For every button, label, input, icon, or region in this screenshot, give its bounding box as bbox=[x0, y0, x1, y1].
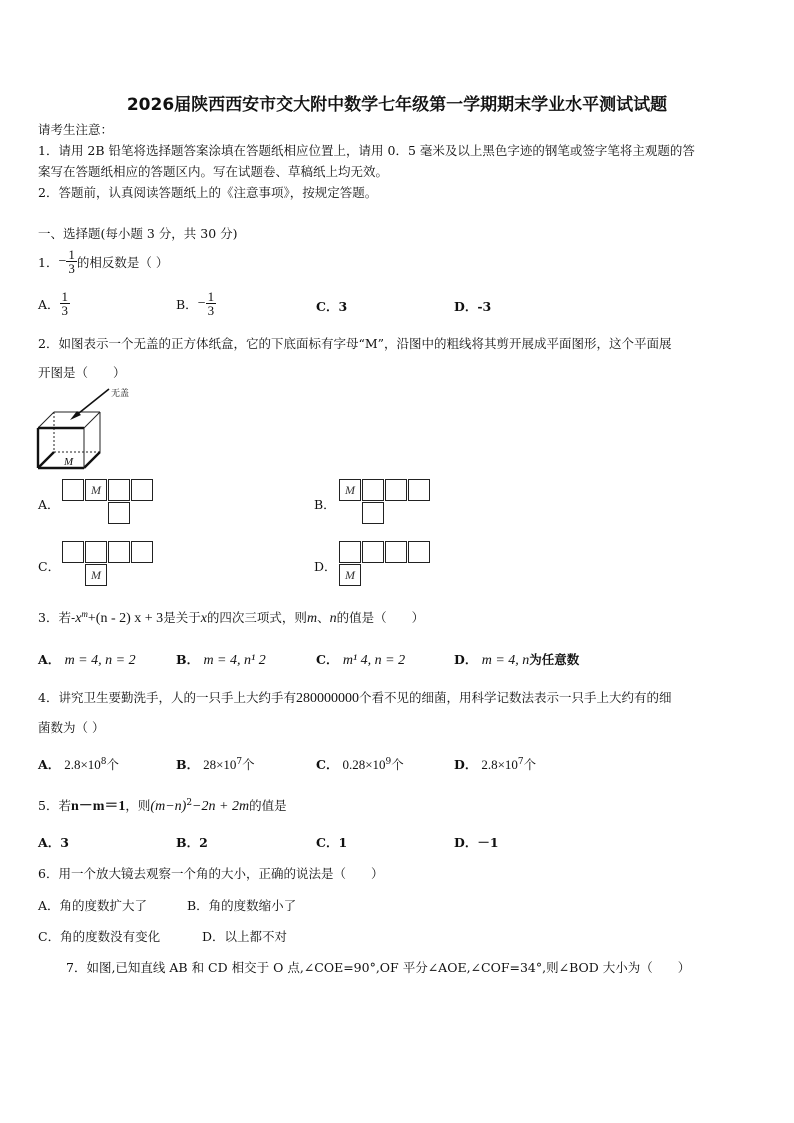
question-5-text-1: ，则 bbox=[125, 798, 151, 813]
net-cell-m: M bbox=[339, 564, 361, 586]
question-3-option-c-value: m¹ 4, n = 2 bbox=[342, 653, 406, 668]
question-3-option-d-value: m = 4, n bbox=[481, 653, 530, 668]
net-cell bbox=[362, 541, 384, 563]
question-4-text-1: 4．讲究卫生要勤洗手，人的一只手上大约手有 bbox=[38, 690, 296, 705]
question-3-x: x bbox=[75, 611, 82, 626]
question-4-option-d bbox=[454, 755, 536, 773]
question-7-stem: 7．如图,已知直线 AB 和 CD 相交于 O 点,∠COE=90°,OF 平分∠AOE,∠COF=34°,则∠BOD 大小为（ ） bbox=[66, 960, 691, 975]
question-3-option-b-label: B． bbox=[176, 652, 200, 667]
page-title: 2026届陕西西安市交大附中数学七年级第一学期期末学业水平测试试题 bbox=[126, 95, 668, 115]
question-4-option-c-unit: 个 bbox=[391, 757, 404, 772]
question-1-option-a-label: A． bbox=[38, 296, 60, 312]
question-4-line-2: 菌数为（ ） bbox=[38, 720, 105, 735]
question-3-option-a-label: A． bbox=[38, 652, 61, 667]
question-3-text-2: 的四次三项式，则 bbox=[206, 610, 307, 625]
question-1-option-a-denominator: 3 bbox=[61, 303, 69, 318]
lid-label: 无盖 bbox=[111, 389, 130, 399]
question-3-option-a-value: m = 4, n = 2 bbox=[64, 653, 136, 668]
question-4-option-a-unit: 个 bbox=[106, 757, 120, 772]
question-2-option-a-label: A． bbox=[38, 497, 60, 512]
question-4-option-c-exp: 9 bbox=[385, 756, 392, 767]
question-3-text-1: 是关于 bbox=[163, 610, 201, 625]
question-5-option-d: D．－1 bbox=[454, 835, 499, 850]
net-cell-m: M bbox=[85, 479, 107, 501]
net-cell bbox=[385, 479, 407, 501]
net-cell bbox=[62, 541, 84, 563]
question-1-option-c: C．3 bbox=[316, 299, 348, 314]
question-4-option-c bbox=[316, 755, 404, 773]
question-2-option-d-label: D． bbox=[314, 559, 337, 574]
question-4-line-1 bbox=[38, 688, 671, 707]
net-cell bbox=[62, 479, 84, 501]
question-3-option-d-label: D． bbox=[454, 652, 478, 667]
question-5-option-c: C．1 bbox=[316, 835, 348, 850]
question-1-option-b-denominator: 3 bbox=[207, 303, 215, 318]
net-cell bbox=[339, 541, 361, 563]
question-5-exponent: 2 bbox=[186, 797, 193, 808]
net-cell bbox=[362, 502, 384, 524]
question-3-option-b bbox=[176, 650, 266, 669]
question-3-text-3: 的值是（ ） bbox=[336, 610, 425, 625]
question-3-option-d-tail: 为任意数 bbox=[529, 652, 580, 667]
question-1-option-a-numerator: 1 bbox=[61, 289, 69, 304]
question-1-option-d: D．-3 bbox=[454, 299, 492, 314]
question-1-fraction-numerator: 1 bbox=[68, 247, 75, 262]
net-cell bbox=[85, 541, 107, 563]
question-4-option-a bbox=[38, 755, 119, 773]
question-3-option-b-value: m = 4, n¹ 2 bbox=[203, 653, 266, 668]
question-1-fraction-denominator: 3 bbox=[68, 261, 75, 276]
question-4-option-c-base: 0.28×10 bbox=[342, 757, 386, 772]
cube-letter-m: M bbox=[64, 456, 74, 468]
question-1-option-b-fraction bbox=[206, 290, 217, 317]
question-3-option-c bbox=[316, 650, 405, 669]
question-2-option-b-label: B． bbox=[314, 497, 336, 512]
question-6-option-a: A．角的度数扩大了 bbox=[38, 898, 148, 913]
section-1-heading: 一、选择题(每小题 3 分，共 30 分) bbox=[38, 226, 238, 241]
question-3-separator: 、 bbox=[317, 610, 330, 625]
net-cell bbox=[131, 541, 153, 563]
question-4-option-c-label: C． bbox=[316, 757, 339, 772]
question-5-option-a: A．3 bbox=[38, 835, 69, 850]
question-5-condition: n－m＝1 bbox=[70, 799, 126, 814]
question-1-minus: − bbox=[58, 253, 67, 269]
question-3-option-a bbox=[38, 650, 136, 669]
question-4-option-b-base: 28×10 bbox=[203, 757, 237, 772]
question-6-option-b: B．角的度数缩小了 bbox=[187, 898, 297, 913]
question-4-option-b-unit: 个 bbox=[242, 757, 255, 772]
question-6-stem: 6．用一个放大镜去观察一个角的大小，正确的说法是（ ） bbox=[38, 866, 384, 881]
question-1-text: 的相反数是（ ） bbox=[76, 254, 169, 270]
notice-heading: 请考生注意： bbox=[38, 122, 114, 137]
question-6-option-c: C．角的度数没有变化 bbox=[38, 929, 161, 944]
notice-item-1-line-1: 1．请用 2B 铅笔将选择题答案涂填在答题纸相应位置上，请用 0．5 毫米及以上黑色字迹的钢笔或签字笔将主观题的答 bbox=[38, 143, 695, 158]
question-4-option-a-exp: 8 bbox=[100, 756, 107, 767]
question-3-option-c-label: C． bbox=[316, 652, 339, 667]
question-4-number: 280000000 bbox=[295, 691, 359, 706]
question-5-expression-1: (m−n) bbox=[150, 799, 187, 814]
question-1-option-b-minus: − bbox=[197, 295, 206, 311]
open-cube-figure bbox=[34, 384, 154, 470]
question-4-option-b-exp: 7 bbox=[236, 756, 243, 767]
question-1-stem bbox=[38, 248, 168, 275]
question-1-option-a bbox=[38, 290, 70, 317]
question-4-option-d-label: D． bbox=[454, 757, 478, 772]
question-4-option-b-label: B． bbox=[176, 757, 200, 772]
net-cell bbox=[108, 479, 130, 501]
question-3-exponent-m: m bbox=[81, 608, 88, 619]
question-3-expression: +(n - 2) x + 3 bbox=[87, 611, 164, 626]
question-1-fraction bbox=[66, 248, 77, 275]
net-cell bbox=[385, 541, 407, 563]
question-4-option-b bbox=[176, 755, 255, 773]
question-4-option-a-base: 2.8×10 bbox=[64, 757, 101, 772]
question-3-var-x: x bbox=[200, 611, 207, 626]
question-1-option-b bbox=[176, 290, 216, 317]
notice-item-2: 2．答题前，认真阅读答题纸上的《注意事项》，按规定答题。 bbox=[38, 185, 378, 200]
net-cell bbox=[408, 479, 430, 501]
notice-item-1-line-2: 案写在答题纸相应的答题区内。写在试题卷、草稿纸上均无效。 bbox=[38, 164, 389, 179]
net-cell bbox=[362, 479, 384, 501]
question-3-stem bbox=[38, 608, 424, 627]
question-4-option-d-base: 2.8×10 bbox=[481, 757, 518, 772]
question-4-option-d-unit: 个 bbox=[523, 757, 537, 772]
question-5-number: 5．若 bbox=[38, 798, 71, 813]
net-cell bbox=[131, 479, 153, 501]
question-4-text-2: 个看不见的细菌，用科学记数法表示一只手上大约有的细 bbox=[358, 690, 672, 705]
question-3-var-n: n bbox=[329, 611, 337, 626]
question-5-option-b: B．2 bbox=[176, 835, 208, 850]
net-cell-m: M bbox=[339, 479, 361, 501]
net-cell-m: M bbox=[85, 564, 107, 586]
question-2-line-1: 2．如图表示一个无盖的正方体纸盒，它的下底面标有字母“M”，沿图中的粗线将其剪开展成平面图形，这个平面展 bbox=[38, 336, 672, 351]
question-2-option-c-label: C． bbox=[38, 559, 61, 574]
question-1-option-b-numerator: 1 bbox=[207, 289, 215, 304]
question-5-text-2: 的值是 bbox=[249, 798, 287, 813]
question-4-option-a-label: A． bbox=[38, 757, 61, 772]
net-cell bbox=[108, 502, 130, 524]
question-3-var-m: m bbox=[306, 611, 318, 626]
question-1-option-a-fraction bbox=[60, 290, 71, 317]
question-3-number: 3．若- bbox=[38, 610, 76, 625]
question-5-expression-2: −2n + 2m bbox=[192, 799, 250, 814]
question-1-option-b-label: B． bbox=[176, 296, 198, 312]
question-4-option-d-exp: 7 bbox=[517, 756, 524, 767]
net-cell bbox=[408, 541, 430, 563]
question-3-option-d bbox=[454, 650, 579, 669]
question-1-number: 1． bbox=[38, 254, 59, 270]
question-6-option-d: D．以上都不对 bbox=[202, 929, 288, 944]
net-cell bbox=[108, 541, 130, 563]
question-2-line-2: 开图是（ ） bbox=[38, 365, 126, 380]
question-5-stem bbox=[38, 795, 287, 815]
